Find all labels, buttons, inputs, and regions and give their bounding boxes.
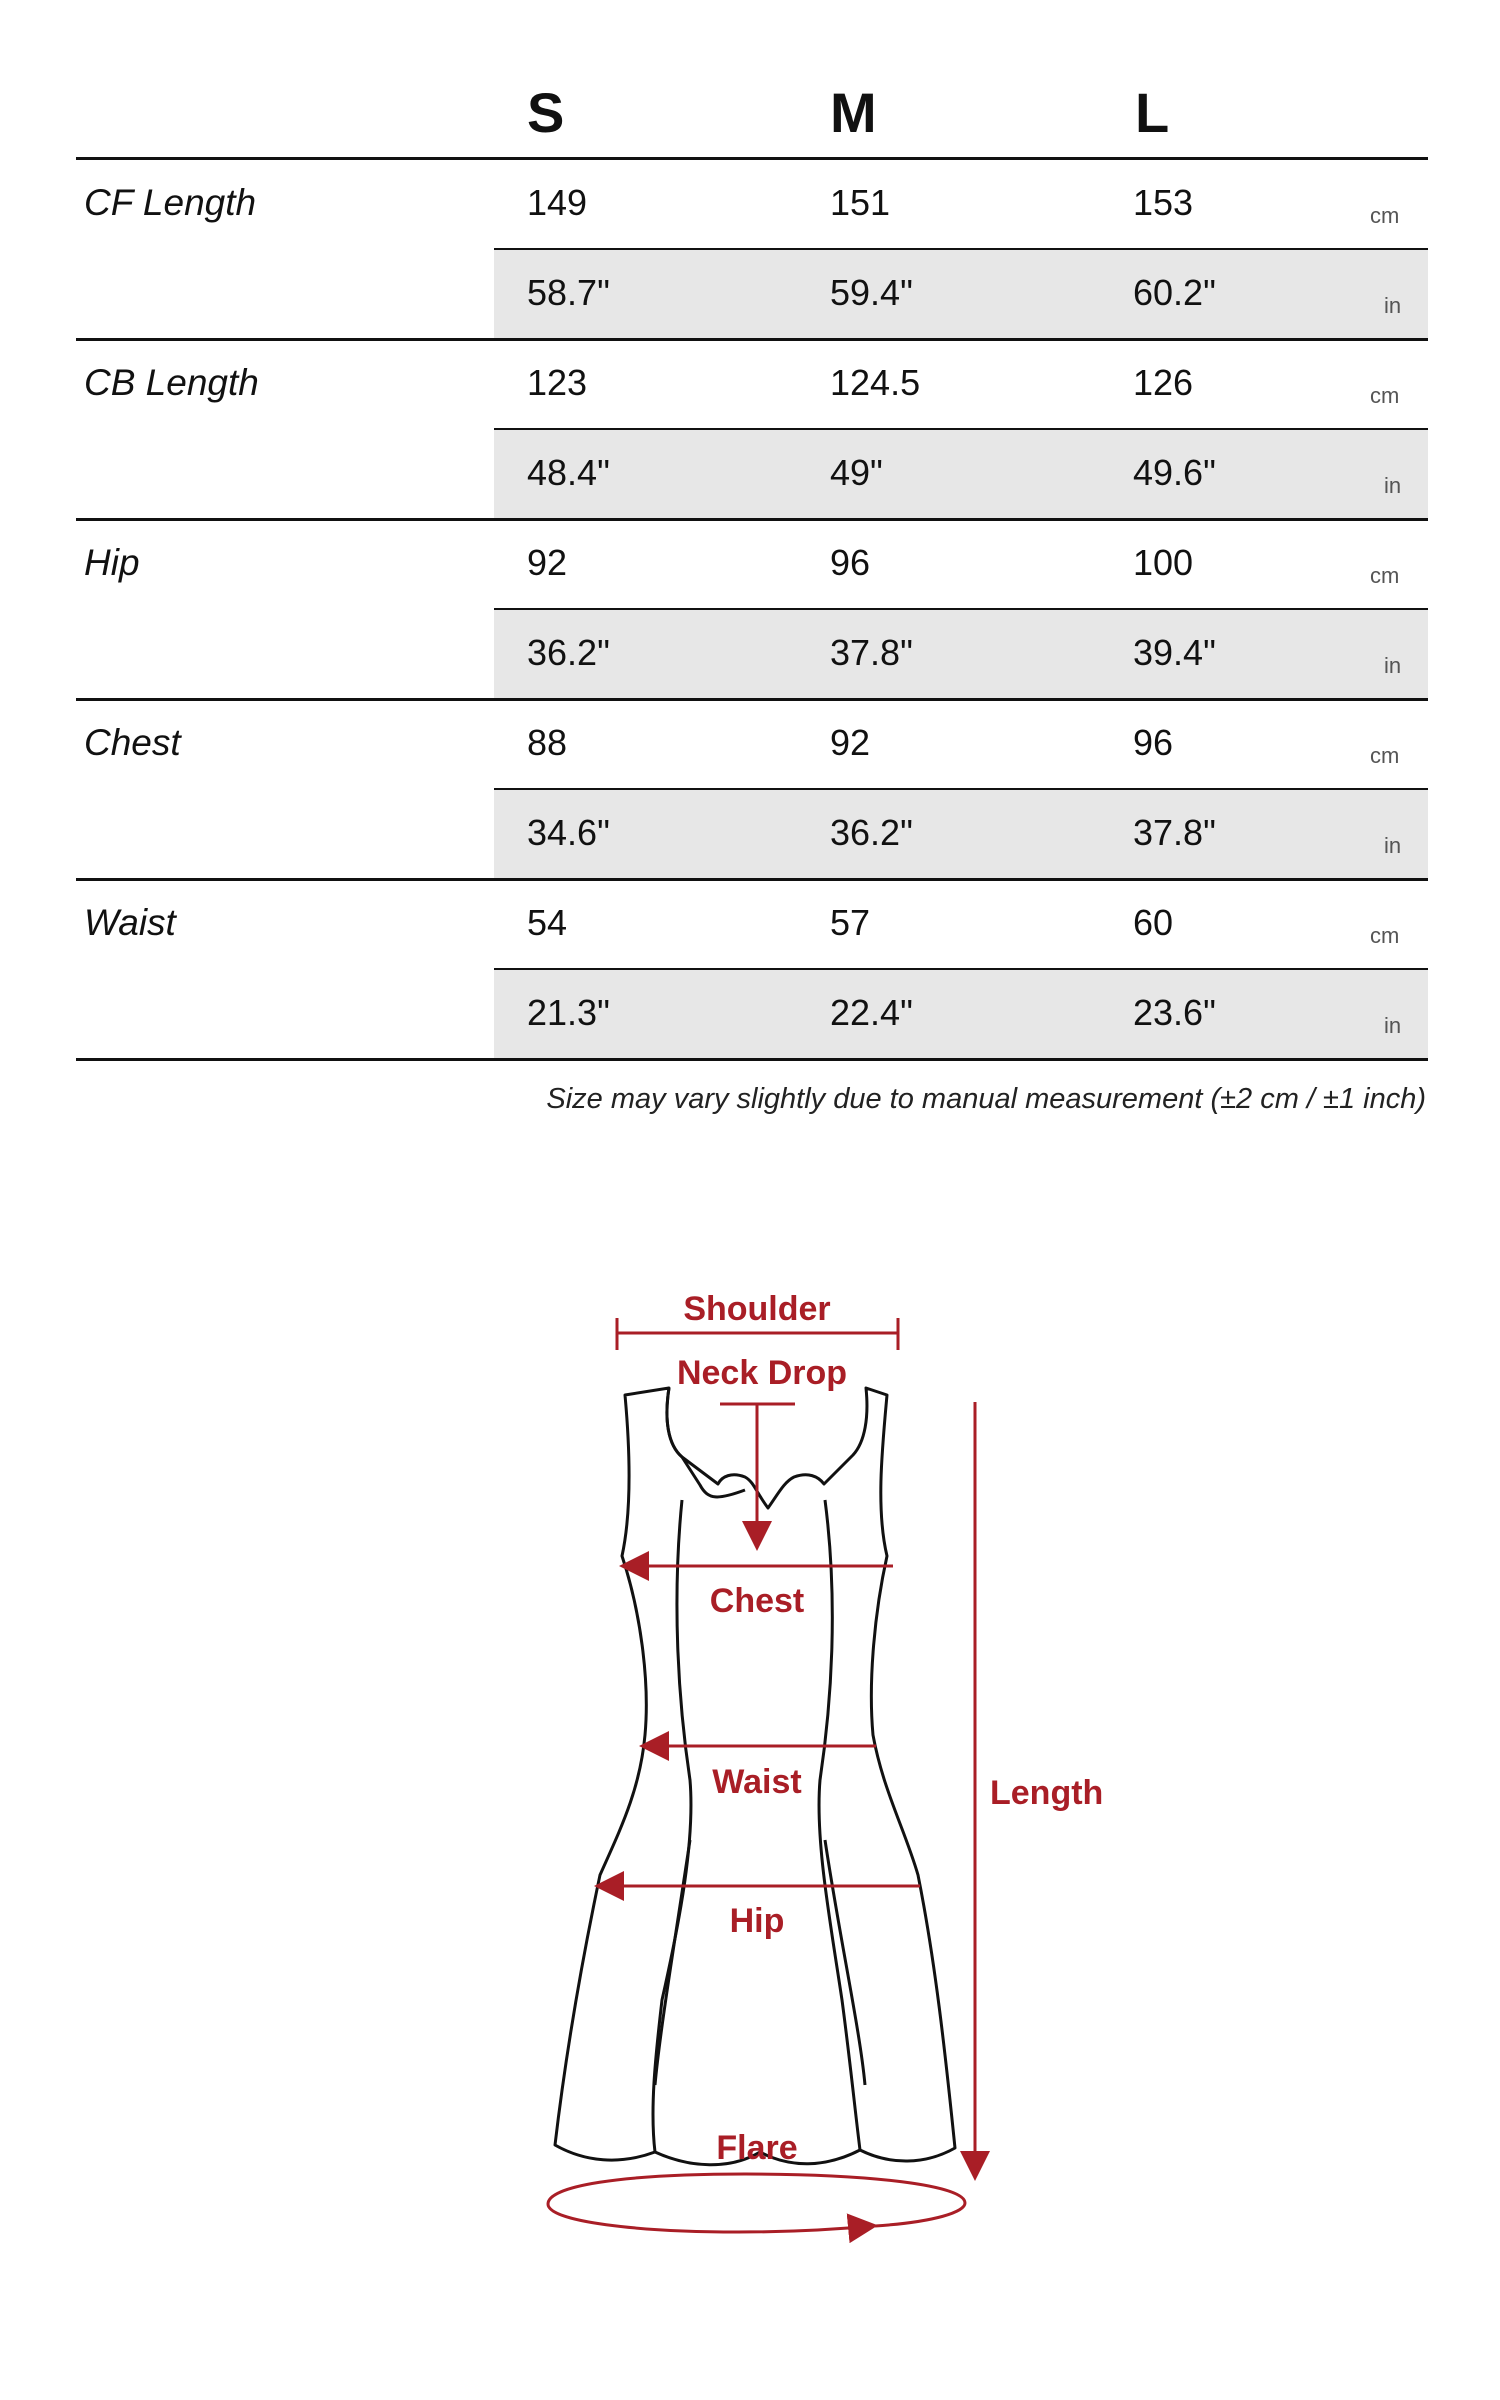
hip-m-cm: 96 (830, 542, 871, 583)
cf-length-l-in: 60.2" (1133, 272, 1216, 313)
waist-s-in: 21.3" (527, 992, 610, 1033)
waist-s-cm: 54 (527, 902, 568, 943)
measurement-note: Size may vary slightly due to manual measurement (±2 cm / ±1 inch) (546, 1083, 1426, 1115)
cf-length-s-cm: 149 (527, 182, 588, 223)
inch-row-shade (494, 610, 1428, 698)
cf-length-s-in: 58.7" (527, 272, 610, 313)
unit-in: in (1384, 1013, 1402, 1038)
inch-row-shade (494, 430, 1428, 518)
table-top-rule (76, 157, 1428, 160)
row-label-waist: Waist (84, 902, 176, 943)
hip-m-in: 37.8" (830, 632, 913, 673)
label-length: Length (990, 1774, 1104, 1812)
inch-row-shade (494, 790, 1428, 878)
label-hip: Hip (729, 1902, 785, 1940)
unit-in: in (1384, 473, 1402, 498)
waist-m-cm: 57 (830, 902, 871, 943)
unit-in: in (1384, 293, 1402, 318)
size-header-l: L (1135, 81, 1170, 144)
row-label-cb-length: CB Length (84, 362, 259, 403)
cb-length-m-cm: 124.5 (830, 362, 921, 403)
waist-m-in: 22.4" (830, 992, 913, 1033)
unit-cm: cm (1370, 563, 1400, 588)
label-chest: Chest (709, 1582, 805, 1620)
skirt-fold-left (655, 1840, 690, 2085)
row-divider (76, 698, 1428, 701)
flare-ellipse-arrow (548, 2174, 965, 2232)
row-divider (76, 878, 1428, 881)
label-waist: Waist (712, 1763, 802, 1801)
row-label-cf-length: CF Length (84, 182, 257, 223)
size-chart-table (0, 0, 1500, 1120)
inch-row-shade (494, 970, 1428, 1058)
cf-length-l-cm: 153 (1133, 182, 1194, 223)
hip-l-in: 39.4" (1133, 632, 1216, 673)
chest-m-in: 36.2" (830, 812, 913, 853)
cf-length-m-in: 59.4" (830, 272, 913, 313)
label-shoulder: Shoulder (683, 1290, 831, 1328)
unit-cm: cm (1370, 923, 1400, 948)
row-divider (76, 338, 1428, 341)
cf-length-m-cm: 151 (830, 182, 891, 223)
row-label-hip: Hip (84, 542, 140, 583)
row-inner-rule (494, 968, 1428, 970)
unit-cm: cm (1370, 743, 1400, 768)
row-divider (76, 518, 1428, 521)
cb-length-m-in: 49" (830, 452, 883, 493)
unit-cm: cm (1370, 383, 1400, 408)
label-neck-drop: Neck Drop (676, 1354, 848, 1392)
waist-l-in: 23.6" (1133, 992, 1216, 1033)
chest-m-cm: 92 (830, 722, 871, 763)
cb-length-s-in: 48.4" (527, 452, 610, 493)
unit-in: in (1384, 833, 1402, 858)
label-flare: Flare (716, 2129, 798, 2167)
hip-s-in: 36.2" (527, 632, 610, 673)
row-label-chest: Chest (84, 722, 181, 763)
size-header-m: M (830, 81, 877, 144)
skirt-fold-right (825, 1840, 865, 2085)
unit-cm: cm (1370, 203, 1400, 228)
hip-l-cm: 100 (1133, 542, 1194, 583)
waist-l-cm: 60 (1133, 902, 1174, 943)
size-header-s: S (527, 81, 565, 144)
inch-row-shade (494, 250, 1428, 338)
princess-seam-right (819, 1500, 860, 2150)
row-inner-rule (494, 608, 1428, 610)
cb-length-l-cm: 126 (1133, 362, 1194, 403)
chest-l-cm: 96 (1133, 722, 1174, 763)
dress-measurement-diagram (0, 1200, 1500, 2300)
chest-s-cm: 88 (527, 722, 568, 763)
cb-length-l-in: 49.6" (1133, 452, 1216, 493)
row-inner-rule (494, 248, 1428, 250)
unit-in: in (1384, 653, 1402, 678)
chest-s-in: 34.6" (527, 812, 610, 853)
row-inner-rule (494, 428, 1428, 430)
chest-l-in: 37.8" (1133, 812, 1216, 853)
hip-s-cm: 92 (527, 542, 568, 583)
cb-length-s-cm: 123 (527, 362, 588, 403)
table-bottom-rule (76, 1058, 1428, 1061)
row-inner-rule (494, 788, 1428, 790)
